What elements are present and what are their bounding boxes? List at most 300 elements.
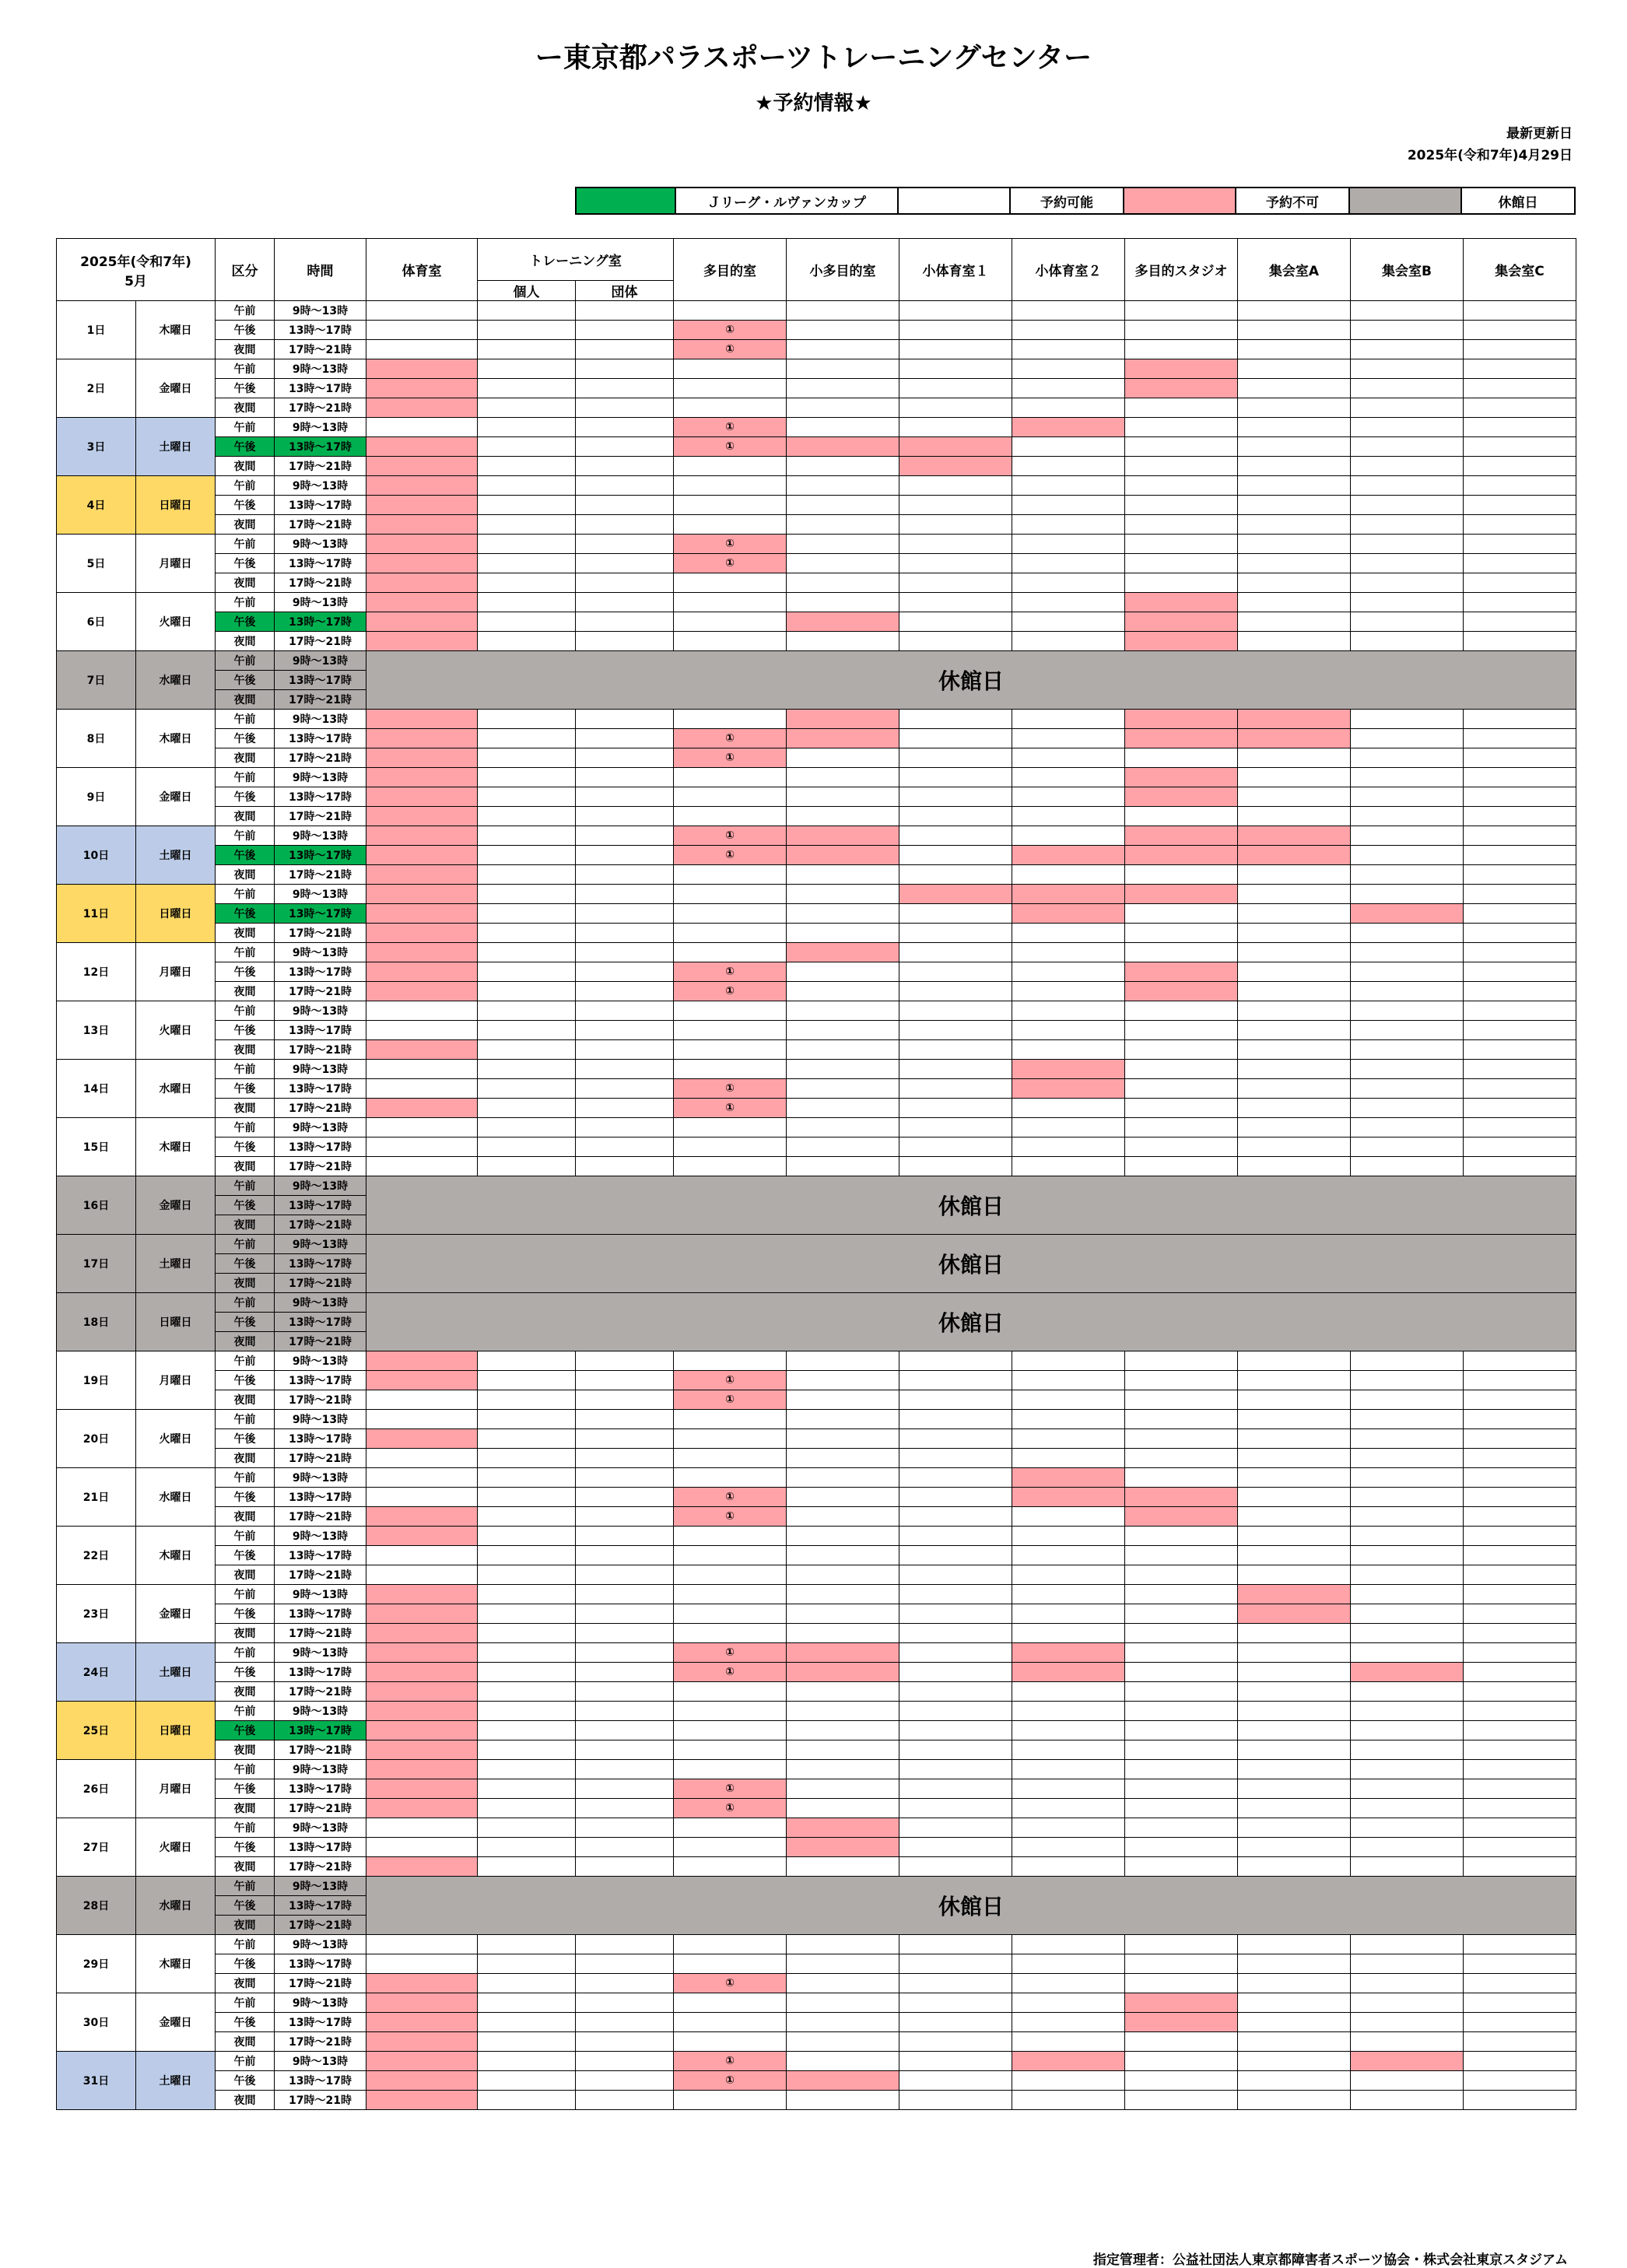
day-date: 20日 [57, 1410, 136, 1468]
schedule-cell [1351, 1449, 1464, 1468]
schedule-cell [478, 398, 576, 418]
schedule-cell [1125, 1565, 1238, 1585]
schedule-cell: ① [674, 748, 787, 768]
schedule-cell [1464, 321, 1576, 340]
schedule-cell: ① [674, 1799, 787, 1818]
schedule-cell [1351, 1702, 1464, 1721]
schedule-cell [1125, 748, 1238, 768]
schedule-cell [1238, 710, 1351, 729]
schedule-cell [478, 1527, 576, 1546]
schedule-cell [1012, 943, 1125, 962]
schedule-cell [366, 1488, 478, 1507]
schedule-cell [478, 573, 576, 593]
schedule-cell [366, 1468, 478, 1488]
schedule-cell [576, 1954, 674, 1974]
schedule-cell [674, 787, 787, 807]
schedule-cell [576, 573, 674, 593]
time-range: 13時～17時 [275, 1371, 366, 1390]
schedule-cell [1238, 1838, 1351, 1857]
schedule-cell [899, 496, 1012, 515]
schedule-cell [576, 1138, 674, 1157]
schedule-cell [674, 1818, 787, 1838]
schedule-cell [787, 1565, 899, 1585]
schedule-cell [1238, 1643, 1351, 1663]
schedule-cell [576, 1021, 674, 1040]
time-range: 13時～17時 [275, 437, 366, 457]
schedule-cell [478, 1818, 576, 1838]
schedule-cell [787, 865, 899, 885]
schedule-cell [899, 748, 1012, 768]
day-weekday: 月曜日 [136, 1351, 216, 1410]
schedule-cell [787, 1624, 899, 1643]
day-date: 23日 [57, 1585, 136, 1643]
schedule-cell [787, 1079, 899, 1099]
time-range: 13時～17時 [275, 1779, 366, 1799]
schedule-cell [899, 787, 1012, 807]
schedule-cell [787, 1449, 899, 1468]
period-label: 午後 [216, 1954, 275, 1974]
schedule-cell [899, 1157, 1012, 1176]
time-range: 9時～13時 [275, 826, 366, 846]
schedule-cell [787, 2032, 899, 2052]
table-row [57, 924, 1576, 943]
schedule-cell [1238, 748, 1351, 768]
period-label: 午後 [216, 437, 275, 457]
schedule-cell [576, 885, 674, 904]
schedule-cell [576, 593, 674, 612]
time-range: 9時～13時 [275, 1468, 366, 1488]
schedule-cell [787, 729, 899, 748]
day-weekday: 土曜日 [136, 826, 216, 885]
table-row [57, 1235, 1576, 1254]
schedule-cell [787, 962, 899, 982]
schedule-cell [1012, 1488, 1125, 1507]
schedule-cell [576, 1974, 674, 1993]
period-label: 午後 [216, 1371, 275, 1390]
table-row [57, 321, 1576, 340]
schedule-cell [366, 2013, 478, 2032]
schedule-cell [1351, 554, 1464, 573]
time-range: 13時～17時 [275, 904, 366, 924]
schedule-cell [1012, 1449, 1125, 1468]
schedule-cell [1351, 515, 1464, 535]
schedule-cell [1238, 535, 1351, 554]
schedule-cell [1238, 379, 1351, 398]
schedule-cell [1351, 1643, 1464, 1663]
schedule-cell [899, 982, 1012, 1001]
period-label: 午前 [216, 943, 275, 962]
table-row [57, 807, 1576, 826]
schedule-cell [1351, 359, 1464, 379]
day-weekday: 月曜日 [136, 1760, 216, 1818]
schedule-cell [1464, 2032, 1576, 2052]
schedule-cell [674, 1468, 787, 1488]
period-label: 午前 [216, 593, 275, 612]
day-date: 11日 [57, 885, 136, 943]
day-date: 30日 [57, 1993, 136, 2052]
schedule-cell [674, 1546, 787, 1565]
schedule-cell [674, 924, 787, 943]
table-row [57, 593, 1576, 612]
schedule-cell [1238, 1721, 1351, 1740]
schedule-cell [576, 1001, 674, 1021]
schedule-cell [478, 418, 576, 437]
schedule-cell [1238, 612, 1351, 632]
schedule-cell [1238, 1118, 1351, 1138]
schedule-cell [1351, 1993, 1464, 2013]
last-updated-label: 最新更新日 [1506, 126, 1573, 142]
schedule-cell [787, 1527, 899, 1546]
schedule-cell [1125, 1001, 1238, 1021]
schedule-cell [478, 457, 576, 476]
schedule-cell [787, 301, 899, 321]
time-range: 9時～13時 [275, 1001, 366, 1021]
table-row [57, 787, 1576, 807]
time-range: 17時～21時 [275, 1916, 366, 1935]
time-range: 13時～17時 [275, 496, 366, 515]
schedule-cell [1464, 1935, 1576, 1954]
schedule-cell [478, 1993, 576, 2013]
table-row [57, 962, 1576, 982]
schedule-cell [576, 612, 674, 632]
period-label: 夜間 [216, 748, 275, 768]
schedule-cell [1351, 962, 1464, 982]
period-label: 午前 [216, 1001, 275, 1021]
time-range: 9時～13時 [275, 593, 366, 612]
schedule-cell [1464, 826, 1576, 846]
schedule-cell [478, 1157, 576, 1176]
period-label: 午後 [216, 1838, 275, 1857]
schedule-cell [1238, 1410, 1351, 1429]
table-row [57, 398, 1576, 418]
period-label: 夜間 [216, 1390, 275, 1410]
day-date: 26日 [57, 1760, 136, 1818]
schedule-cell [1464, 2052, 1576, 2071]
schedule-cell [899, 1974, 1012, 1993]
legend-swatch-available [899, 188, 1011, 213]
schedule-cell [1351, 1604, 1464, 1624]
schedule-cell [366, 1760, 478, 1779]
schedule-cell [899, 1702, 1012, 1721]
schedule-cell [1125, 1721, 1238, 1740]
day-weekday: 木曜日 [136, 710, 216, 768]
period-label: 夜間 [216, 1857, 275, 1877]
schedule-cell: ① [674, 1507, 787, 1527]
table-row [57, 846, 1576, 865]
schedule-cell [478, 1449, 576, 1468]
schedule-cell [1464, 1429, 1576, 1449]
schedule-cell [674, 1954, 787, 1974]
schedule-cell [787, 710, 899, 729]
schedule-cell [366, 418, 478, 437]
day-weekday: 土曜日 [136, 1643, 216, 1702]
schedule-cell [1351, 593, 1464, 612]
schedule-cell [1238, 1040, 1351, 1060]
table-row [57, 1935, 1576, 1954]
day-date: 13日 [57, 1001, 136, 1060]
schedule-cell [366, 1799, 478, 1818]
schedule-cell [366, 1993, 478, 2013]
schedule-cell [1125, 943, 1238, 962]
time-range: 9時～13時 [275, 1410, 366, 1429]
schedule-cell [674, 1001, 787, 1021]
period-label: 夜間 [216, 1916, 275, 1935]
schedule-cell [576, 1643, 674, 1663]
col-header-room: 小多目的室 [787, 239, 899, 301]
time-range: 17時～21時 [275, 1507, 366, 1527]
day-weekday: 金曜日 [136, 1176, 216, 1235]
table-row [57, 1643, 1576, 1663]
schedule-cell [1012, 515, 1125, 535]
schedule-cell [1351, 2013, 1464, 2032]
period-label: 午前 [216, 1468, 275, 1488]
time-range: 13時～17時 [275, 787, 366, 807]
table-row [57, 1468, 1576, 1488]
period-label: 夜間 [216, 1682, 275, 1702]
schedule-cell [899, 807, 1012, 826]
schedule-cell [674, 865, 787, 885]
schedule-cell [1351, 1624, 1464, 1643]
table-row [57, 748, 1576, 768]
schedule-cell [1125, 2052, 1238, 2071]
time-range: 9時～13時 [275, 359, 366, 379]
schedule-cell [1464, 1643, 1576, 1663]
schedule-cell [1464, 1527, 1576, 1546]
schedule-cell [576, 1429, 674, 1449]
table-row [57, 1507, 1576, 1527]
table-row [57, 1527, 1576, 1546]
schedule-cell [366, 573, 478, 593]
schedule-cell [366, 748, 478, 768]
time-range: 17時～21時 [275, 1157, 366, 1176]
schedule-cell [478, 729, 576, 748]
schedule-cell [674, 1118, 787, 1138]
schedule-cell [1464, 612, 1576, 632]
page-subtitle: ★予約情報★ [755, 92, 872, 115]
schedule-cell [366, 496, 478, 515]
time-range: 17時～21時 [275, 515, 366, 535]
schedule-cell [366, 2032, 478, 2052]
schedule-cell [1238, 904, 1351, 924]
schedule-cell [478, 535, 576, 554]
schedule-cell [366, 710, 478, 729]
time-range: 13時～17時 [275, 1429, 366, 1449]
schedule-cell [1238, 1488, 1351, 1507]
schedule-cell [478, 1351, 576, 1371]
schedule-cell [787, 1838, 899, 1857]
col-header-room: 小体育室１ [899, 239, 1012, 301]
schedule-cell [1125, 1624, 1238, 1643]
schedule-cell: ① [674, 1974, 787, 1993]
schedule-cell [366, 1585, 478, 1604]
schedule-cell [1238, 554, 1351, 573]
schedule-cell [1125, 865, 1238, 885]
schedule-cell [899, 1838, 1012, 1857]
day-date: 6日 [57, 593, 136, 651]
schedule-cell [478, 1390, 576, 1410]
schedule-cell [1012, 826, 1125, 846]
table-row [57, 1429, 1576, 1449]
period-label: 午後 [216, 1196, 275, 1215]
time-range: 9時～13時 [275, 301, 366, 321]
schedule-cell [674, 1760, 787, 1779]
schedule-cell [1351, 1760, 1464, 1779]
schedule-cell [1464, 1565, 1576, 1585]
period-label: 午後 [216, 1138, 275, 1157]
schedule-cell [366, 1449, 478, 1468]
schedule-cell [366, 301, 478, 321]
schedule-cell [674, 1060, 787, 1079]
schedule-cell [1238, 573, 1351, 593]
schedule-cell [576, 1118, 674, 1138]
schedule-cell [674, 496, 787, 515]
schedule-cell [1125, 1488, 1238, 1507]
schedule-cell [576, 1488, 674, 1507]
schedule-cell [1125, 1060, 1238, 1079]
schedule-cell [366, 1410, 478, 1429]
schedule-cell [366, 729, 478, 748]
schedule-cell [787, 398, 899, 418]
table-row [57, 1838, 1576, 1857]
schedule-cell [1238, 768, 1351, 787]
col-header-gym: 体育室 [366, 239, 478, 301]
schedule-cell [674, 573, 787, 593]
day-date: 18日 [57, 1293, 136, 1351]
schedule-cell [576, 632, 674, 651]
schedule-cell [1464, 807, 1576, 826]
schedule-cell [478, 612, 576, 632]
table-row [57, 1799, 1576, 1818]
schedule-cell [366, 593, 478, 612]
schedule-cell [1238, 962, 1351, 982]
schedule-cell [899, 612, 1012, 632]
time-range: 13時～17時 [275, 1138, 366, 1157]
last-updated [1408, 123, 1573, 167]
table-row [57, 1371, 1576, 1390]
schedule-cell [674, 476, 787, 496]
table-row [57, 1877, 1576, 1896]
schedule-cell [787, 1390, 899, 1410]
schedule-cell [1464, 1760, 1576, 1779]
schedule-cell [899, 710, 1012, 729]
schedule-cell [1351, 982, 1464, 1001]
schedule-cell [478, 904, 576, 924]
schedule-cell [899, 359, 1012, 379]
schedule-cell [1012, 1099, 1125, 1118]
schedule-cell: ① [674, 982, 787, 1001]
schedule-cell [1012, 1429, 1125, 1449]
time-range: 17時～21時 [275, 807, 366, 826]
schedule-cell [576, 710, 674, 729]
schedule-cell [1351, 1410, 1464, 1429]
time-range: 13時～17時 [275, 612, 366, 632]
col-header-kojin: 個人 [478, 281, 576, 301]
schedule-cell [787, 846, 899, 865]
schedule-cell [1238, 1390, 1351, 1410]
schedule-cell [1238, 632, 1351, 651]
period-label: 午後 [216, 671, 275, 690]
table-row [57, 457, 1576, 476]
schedule-cell: ① [674, 962, 787, 982]
schedule-cell [1464, 1624, 1576, 1643]
schedule-cell [1238, 1760, 1351, 1779]
schedule-cell [366, 612, 478, 632]
schedule-cell [1238, 1604, 1351, 1624]
schedule-cell [1125, 1740, 1238, 1760]
period-label: 午後 [216, 846, 275, 865]
time-range: 17時～21時 [275, 457, 366, 476]
schedule-cell [478, 593, 576, 612]
period-label: 夜間 [216, 1332, 275, 1351]
period-label: 夜間 [216, 457, 275, 476]
schedule-cell [1351, 768, 1464, 787]
schedule-cell: ① [674, 1663, 787, 1682]
schedule-cell [1012, 1351, 1125, 1371]
schedule-cell [366, 1740, 478, 1760]
legend-label-unavailable: 予約不可 [1236, 188, 1350, 213]
closed-day-banner: 休館日 [366, 1293, 1576, 1351]
legend-swatch-closed [1350, 188, 1462, 213]
schedule-cell [674, 1740, 787, 1760]
table-row [57, 1993, 1576, 2013]
schedule-cell [1125, 1371, 1238, 1390]
schedule-cell [674, 1604, 787, 1624]
schedule-cell [787, 1468, 899, 1488]
day-date: 7日 [57, 651, 136, 710]
schedule-cell [787, 1546, 899, 1565]
schedule-cell [366, 904, 478, 924]
schedule-cell [1351, 1682, 1464, 1702]
schedule-cell [1238, 1682, 1351, 1702]
schedule-cell [674, 1682, 787, 1702]
schedule-cell [366, 476, 478, 496]
schedule-cell [674, 710, 787, 729]
schedule-cell [787, 437, 899, 457]
schedule-cell [899, 1565, 1012, 1585]
schedule-cell [787, 924, 899, 943]
schedule-cell [1012, 496, 1125, 515]
schedule-cell [899, 1740, 1012, 1760]
schedule-cell [1351, 1371, 1464, 1390]
schedule-cell [1351, 379, 1464, 398]
schedule-cell [787, 1410, 899, 1429]
schedule-cell [1125, 1682, 1238, 1702]
schedule-cell [478, 554, 576, 573]
schedule-cell [478, 924, 576, 943]
schedule-cell [899, 554, 1012, 573]
schedule-cell [1351, 1351, 1464, 1371]
time-range: 9時～13時 [275, 1702, 366, 1721]
schedule-cell [787, 321, 899, 340]
schedule-cell [1351, 1060, 1464, 1079]
schedule-cell [674, 359, 787, 379]
schedule-cell [899, 1449, 1012, 1468]
schedule-cell [576, 301, 674, 321]
schedule-cell [787, 1351, 899, 1371]
time-range: 13時～17時 [275, 1546, 366, 1565]
schedule-cell [899, 2091, 1012, 2110]
schedule-cell [478, 1624, 576, 1643]
schedule-cell [576, 1760, 674, 1779]
schedule-cell [1012, 2013, 1125, 2032]
schedule-cell [1125, 1157, 1238, 1176]
day-weekday: 金曜日 [136, 1993, 216, 2052]
schedule-cell [674, 1585, 787, 1604]
schedule-cell [1351, 573, 1464, 593]
time-range: 13時～17時 [275, 1079, 366, 1099]
table-row [57, 1118, 1576, 1138]
schedule-cell [1351, 1799, 1464, 1818]
